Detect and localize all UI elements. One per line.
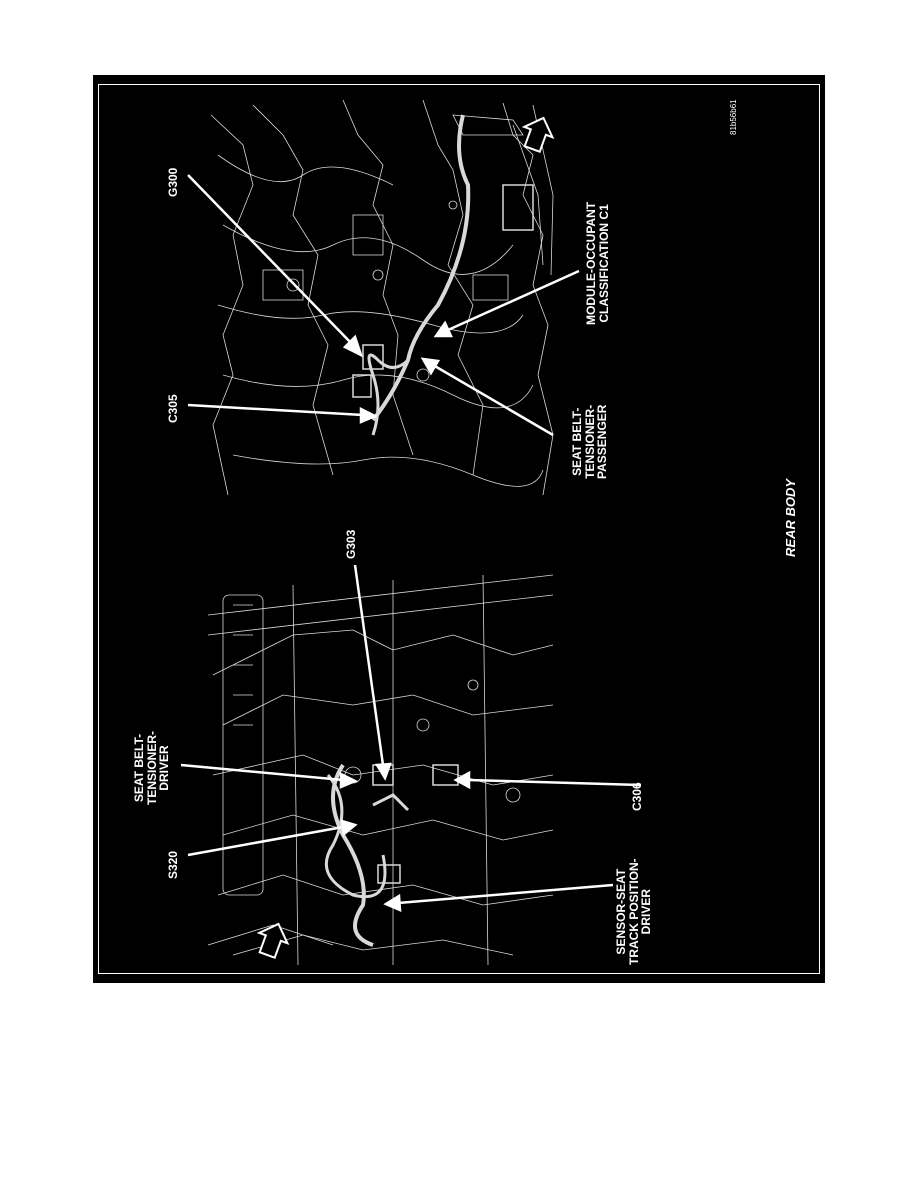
- sensor-seat-track-leader: [398, 885, 613, 903]
- module-occupant-leader: [448, 271, 579, 330]
- s320-label: S320: [166, 850, 180, 879]
- c305-label: C305: [166, 394, 180, 423]
- passenger-tensioner-leader: [433, 365, 553, 435]
- seat-belt-tensioner-passenger-label: SEAT BELT- TENSIONER- PASSENGER: [570, 404, 609, 479]
- passenger-tensioner-arrowhead: [423, 359, 438, 373]
- diagram-frame: [93, 75, 825, 983]
- c306-leader: [468, 780, 641, 785]
- seat-belt-tensioner-driver-label: SEAT BELT- TENSIONER- DRIVER: [132, 730, 171, 805]
- c305-leader: [188, 405, 363, 415]
- g303-label: G303: [344, 529, 358, 559]
- g300-leader: [188, 175, 353, 345]
- module-occupant-classification-label: MODULE-OCCUPANT CLASSIFICATION C1: [584, 201, 611, 325]
- wiring-diagram-drawing: [93, 75, 825, 983]
- c305-arrowhead: [361, 409, 375, 422]
- leader-arrows: [181, 175, 641, 910]
- figure-id-label: 81b56b61: [729, 99, 738, 135]
- forward-direction-arrow-icon: [518, 113, 557, 154]
- c306-label: C306: [630, 782, 644, 811]
- g300-label: G300: [166, 167, 180, 197]
- s320-leader: [188, 827, 343, 855]
- sensor-seat-track-position-driver-label: SENSOR-SEAT TRACK POSITION- DRIVER: [614, 858, 653, 965]
- seat-belt-driver-leader: [181, 765, 343, 780]
- module-occupant-arrowhead: [436, 323, 451, 336]
- seat-belt-driver-arrowhead: [341, 774, 355, 787]
- rear-body-caption: REAR BODY: [783, 478, 798, 557]
- upper-view-linework: [211, 100, 553, 495]
